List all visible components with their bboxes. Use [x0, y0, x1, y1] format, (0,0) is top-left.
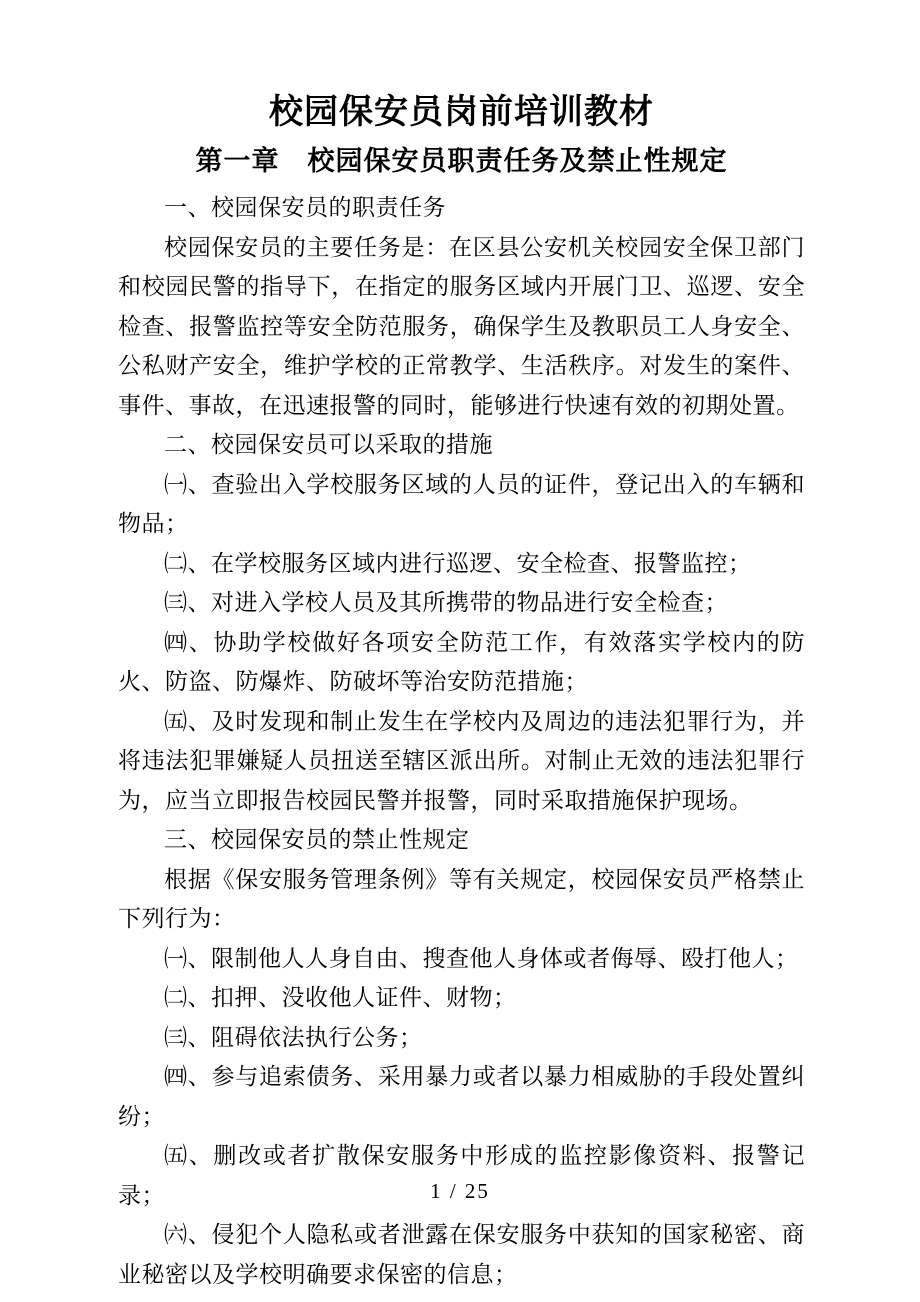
- list-item: ㈣、参与追索债务、采用暴力或者以暴力相威胁的手段处置纠纷；: [118, 1064, 805, 1129]
- list-item: ㈠、查验出入学校服务区域的人员的证件，登记出入的车辆和物品；: [118, 471, 805, 536]
- paragraph: 根据《保安服务管理条例》等有关规定，校园保安员严格禁止下列行为：: [118, 866, 805, 931]
- list-item: ㈣、协助学校做好各项安全防范工作，有效落实学校内的防火、防盗、防爆炸、防破坏等治安防范措施；: [118, 629, 805, 694]
- page-number: 1 / 25: [430, 1179, 490, 1203]
- list-item: ㈡、扣押、没收他人证件、财物；: [164, 985, 517, 1010]
- section-heading-1: 一、校园保安员的职责任务: [164, 195, 446, 220]
- list-item: ㈢、对进入学校人员及其所携带的物品进行安全检查；: [164, 590, 728, 615]
- document-title: 校园保安员岗前培训教材: [269, 94, 654, 131]
- list-item: ㈡、在学校服务区域内进行巡逻、安全检查、报警监控；: [164, 550, 752, 576]
- list-item: ㈥、侵犯个人隐私或者泄露在保安服务中获知的国家秘密、商业秘密以及学校明确要求保密的信息；: [118, 1222, 805, 1287]
- paragraph: 校园保安员的主要任务是：在区县公安机关校园安全保卫部门和校园民警的指导下，在指定的服务区域内开展门卫、巡逻、安全检查、报警监控等安全防范服务，确保学生及教职员工人身安全、公私财产安全，维护学校的正常教学、生活秩序。对发生的案件、事件、事故，在迅速报警的同时，能够进行快速有效的初期处置。: [118, 234, 805, 418]
- list-item: ㈢、阻碍依法执行公务；: [164, 1024, 423, 1050]
- list-item: ㈤、删改或者扩散保安服务中形成的监控影像资料、报警记录；: [118, 1143, 805, 1208]
- list-item: ㈤、及时发现和制止发生在学校内及周边的违法犯罪行为，并将违法犯罪嫌疑人员扭送至辖区派出所。对制止无效的违法犯罪行为，应当立即报告校园民警并报警，同时采取措施保护现场。: [118, 708, 805, 813]
- section-heading-3: 三、校园保安员的禁止性规定: [164, 827, 470, 852]
- chapter-heading: 第一章 校园保安员职责任务及禁止性规定: [195, 146, 728, 176]
- section-heading-2: 二、校园保安员可以采取的措施: [164, 432, 493, 457]
- list-item: ㈠、限制他人人身自由、搜查他人身体或者侮辱、殴打他人；: [164, 945, 799, 971]
